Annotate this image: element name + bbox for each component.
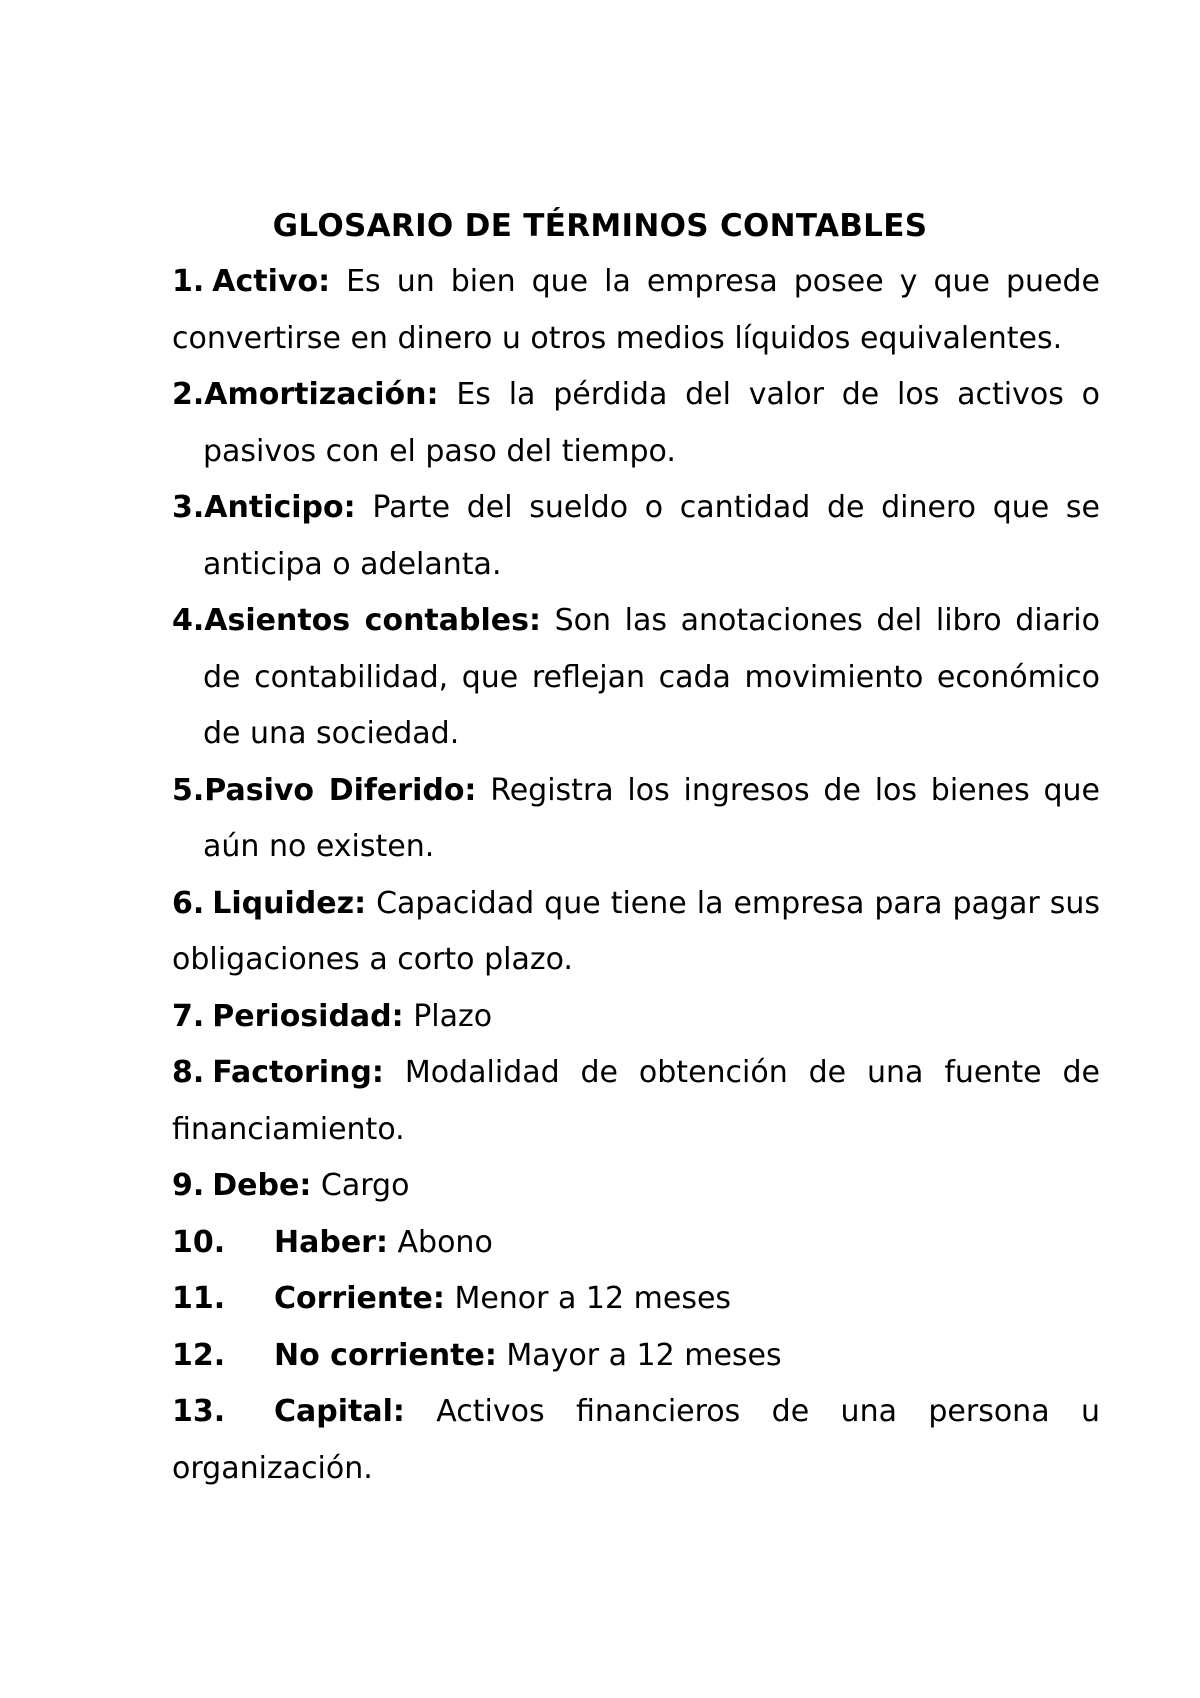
entry-number: 4. <box>172 603 205 638</box>
entry-term: Corriente: <box>274 1281 445 1316</box>
entry-number: 10. <box>172 1224 226 1260</box>
entry-term: Amortización: <box>204 377 439 412</box>
entry-number: 13. <box>172 1394 226 1429</box>
glossary-entry-asientos-contables <box>172 593 1100 763</box>
entry-term: Periosidad: <box>212 998 404 1034</box>
entry-number: 1. <box>172 264 205 299</box>
entry-definition: Plazo <box>413 998 493 1034</box>
glossary-entry-haber <box>172 1215 1100 1272</box>
entry-definition: Cargo <box>320 1168 410 1203</box>
entry-number: 8. <box>172 1055 205 1090</box>
entry-term: Factoring: <box>212 1055 384 1090</box>
glossary-entry-debe <box>172 1158 1100 1215</box>
glossary-entry-periosidad <box>172 989 1100 1046</box>
entry-definition: Mayor a 12 meses <box>506 1337 782 1373</box>
glossary-entry-amortizacion <box>172 367 1100 480</box>
glossary-entry-liquidez <box>172 876 1100 989</box>
glossary-entry-no-corriente <box>172 1328 1100 1385</box>
entry-term: No corriente: <box>274 1337 497 1373</box>
glossary-entry-activo <box>172 254 1100 367</box>
glossary-entry-capital <box>172 1384 1100 1497</box>
glossary-list <box>172 254 1100 1497</box>
glossary-entry-pasivo-diferido <box>172 763 1100 876</box>
document-title: GLOSARIO DE TÉRMINOS CONTABLES <box>272 208 928 244</box>
entry-term: Pasivo Diferido: <box>204 772 477 808</box>
entry-term: Anticipo: <box>204 490 356 525</box>
entry-definition: Capacidad que tiene la empresa para pagar sus obligaciones a corto plazo. <box>172 885 1100 977</box>
entry-term: Liquidez: <box>212 885 367 921</box>
entry-term: Asientos contables: <box>204 603 541 638</box>
glossary-entry-corriente <box>172 1271 1100 1328</box>
glossary-entry-anticipo <box>172 480 1100 593</box>
glossary-entry-factoring <box>172 1045 1100 1158</box>
entry-number: 7. <box>172 998 205 1034</box>
entry-term: Activo: <box>212 264 331 299</box>
entry-definition: Activos financieros de una persona u organización. <box>172 1394 1100 1486</box>
entry-definition: Son las anotaciones del libro diario de contabilidad, que reflejan cada movimiento económico de una sociedad. <box>203 603 1100 751</box>
entry-number: 9. <box>172 1168 205 1203</box>
entry-number: 12. <box>172 1337 226 1373</box>
entry-number: 11. <box>172 1281 226 1316</box>
entry-definition: Parte del sueldo o cantidad de dinero que se anticipa o adelanta. <box>203 490 1100 582</box>
entry-definition: Abono <box>397 1224 493 1260</box>
entry-number: 5. <box>172 772 205 808</box>
entry-definition: Registra los ingresos de los bienes que aún no existen. <box>203 772 1100 864</box>
entry-term: Haber: <box>274 1224 388 1260</box>
entry-definition: Es la pérdida del valor de los activos o pasivos con el paso del tiempo. <box>203 377 1100 469</box>
entry-definition: Menor a 12 meses <box>454 1281 732 1316</box>
entry-definition: Modalidad de obtención de una fuente de financiamiento. <box>172 1055 1100 1147</box>
entry-term: Capital: <box>274 1394 405 1429</box>
entry-number: 3. <box>172 490 205 525</box>
entry-term: Debe: <box>212 1168 312 1203</box>
entry-number: 6. <box>172 885 205 921</box>
entry-definition: Es un bien que la empresa posee y que puede convertirse en dinero u otros medios líquidos equivalentes. <box>172 264 1100 356</box>
entry-number: 2. <box>172 377 205 412</box>
